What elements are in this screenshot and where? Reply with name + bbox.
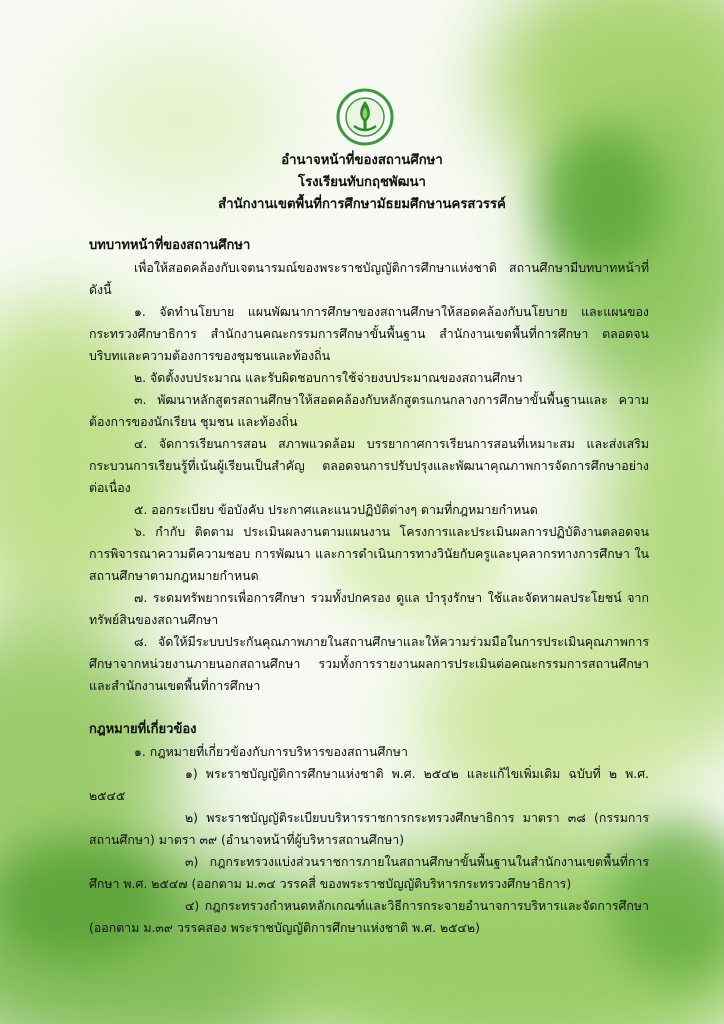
role-item: ๓. พัฒนาหลักสูตรสถานศึกษาให้สอดคล้องกับหลักสูตรแกนกลางการศึกษาขั้นพื้นฐานและ ความต้องการของนักเรียน ชุมชน และท้องถิ่น	[89, 392, 649, 429]
law-item: ๓) กฎกระทรวงแบ่งส่วนราชการภายในสถานศึกษาขั้นพื้นฐานในสำนักงานเขตพื้นที่การศึกษา พ.ศ. ๒๕๔๗ (ออกตาม ม.๓๔ วรรคสี่ ของพระราชบัญญัติบริหารกระทรวงศึกษาธิการ)	[89, 854, 649, 891]
role-item: ๕. ออกระเบียบ ข้อบังคับ ประกาศและแนวปฏิบัติต่างๆ ตามที่กฎหมายกำหนด	[134, 502, 538, 517]
section-heading-roles: บทบาทหน้าที่ของสถานศึกษา	[89, 238, 251, 253]
school-logo-icon	[336, 88, 394, 146]
role-item: ๔. จัดการเรียนการสอน สภาพแวดล้อม บรรยากาศการเรียนการสอนที่เหมาะสม และส่งเสริมกระบวนการเรียนรู้ที่เน้นผู้เรียนเป็นสำคัญ ตลอดจนการปรับปรุงและพัฒนาคุณภาพการจัดการศึกษาอย่างต่อเนื่อง	[89, 436, 649, 495]
title-line-1: อำนาจหน้าที่ของสถานศึกษา	[281, 153, 443, 168]
role-item: ๒. จัดตั้งงบประมาณ และรับผิดชอบการใช้จ่ายงบประมาณของสถานศึกษา	[134, 370, 523, 385]
law-subheading: ๑. กฎหมายที่เกี่ยวข้องกับการบริหารของสถานศึกษา	[134, 744, 408, 759]
section-heading-laws: กฎหมายที่เกี่ยวข้อง	[89, 722, 197, 737]
role-item: ๑. จัดทำนโยบาย แผนพัฒนาการศึกษาของสถานศึกษาให้สอดคล้องกับนโยบาย และแผนของกระทรวงศึกษาธิการ สำนักงานคณะกรรมการศึกษาขั้นพื้นฐาน สำนักงานเขตพื้นที่การศึกษา ตลอดจนบริบทและความต้องการของชุมชนและท้องถิ่น	[89, 304, 649, 363]
document-body	[89, 235, 649, 939]
title-line-3: สำนักงานเขตพื้นที่การศึกษามัธยมศึกษานครสวรรค์	[218, 197, 506, 212]
document-title	[0, 150, 724, 216]
title-line-2: โรงเรียนทับกฤชพัฒนา	[298, 175, 426, 190]
role-item: ๗. ระดมทรัพยากรเพื่อการศึกษา รวมทั้งปกครอง ดูแล บำรุงรักษา ใช้และจัดหาผลประโยชน์ จากทรัพย์สินของสถานศึกษา	[89, 590, 649, 627]
role-item: ๖. กำกับ ติดตาม ประเมินผลงานตามแผนงาน โครงการและประเมินผลการปฏิบัติงานตลอดจน การพิจารณาความดีความชอบ การพัฒนา และการดำเนินการทางวินัยกับครูและบุคลากรทางการศึกษา ในสถานศึกษาตามกฎหมายกำหนด	[89, 524, 649, 583]
section-intro: เพื่อให้สอดคล้องกับเจตนารมณ์ของพระราชบัญญัติการศึกษาแห่งชาติ สถานศึกษามีบทบาทหน้าที่ดังนี้	[89, 260, 649, 297]
law-item: ๑) พระราชบัญญัติการศึกษาแห่งชาติ พ.ศ. ๒๕๔๒ และแก้ไขเพิ่มเติม ฉบับที่ ๒ พ.ศ. ๒๕๔๕	[89, 766, 649, 803]
law-item: ๔) กฎกระทรวงกำหนดหลักเกณฑ์และวิธีการกระจายอำนาจการบริหารและจัดการศึกษา (ออกตาม ม.๓๙ วรรคสอง พระราชบัญญัติการศึกษาแห่งชาติ พ.ศ. ๒๕๔๒)	[89, 898, 649, 935]
role-item: ๘. จัดให้มีระบบประกันคุณภาพภายในสถานศึกษาและให้ความร่วมมือในการประเมินคุณภาพการศึกษาจากหน่วยงานภายนอกสถานศึกษา รวมทั้งการรายงานผลการประเมินต่อคณะกรรมการสถานศึกษาและสำนักงานเขตพื้นที่การศึกษา	[89, 634, 649, 693]
law-item: ๒) พระราชบัญญัติระเบียบบริหารราชการกระทรวงศึกษาธิการ มาตรา ๓๘ (กรรมการสถานศึกษา) มาตรา ๓๙ (อำนาจหน้าที่ผู้บริหารสถานศึกษา)	[89, 810, 649, 847]
